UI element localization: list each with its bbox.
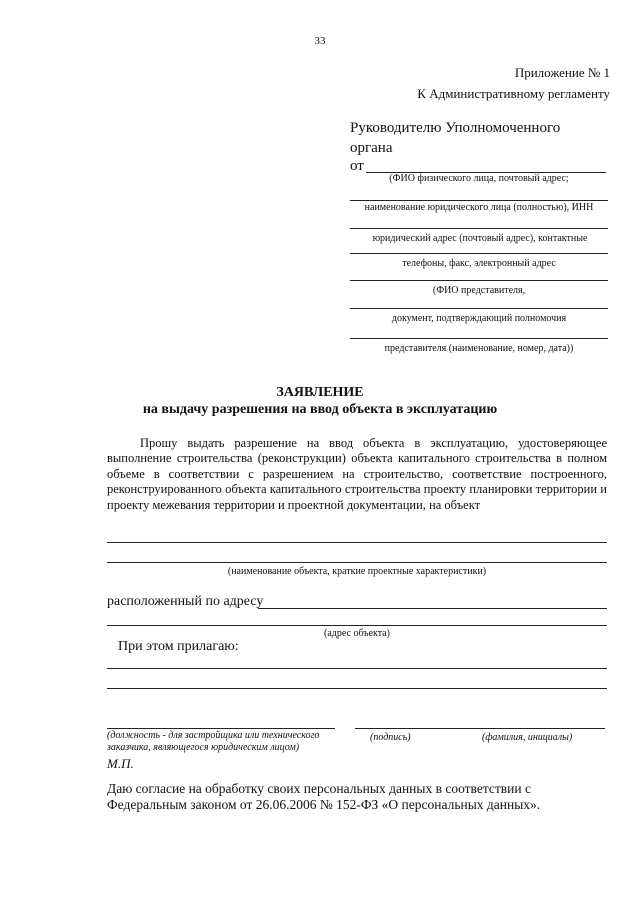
attachment-line-1	[107, 668, 607, 669]
page-number: 33	[314, 35, 326, 47]
position-caption-2: заказчика, являющегося юридическим лицом)	[107, 742, 300, 753]
stamp-label: М.П.	[107, 756, 134, 771]
document-title: ЗАЯВЛЕНИЕ	[276, 385, 364, 400]
applicant-caption-4: телефоны, факс, электронный адрес	[402, 258, 556, 269]
object-caption: (наименование объекта, краткие проектные характеристики)	[227, 566, 487, 577]
signature-line	[355, 728, 605, 729]
attachment-line-2	[107, 688, 607, 689]
position-line	[107, 728, 335, 729]
request-first-line: Прошу выдать разрешение на ввод объекта в эксплуатацию, удостоверяющее	[140, 436, 607, 450]
document-subtitle: на выдачу разрешения на ввод объекта в эксплуатацию	[142, 402, 498, 417]
representative-caption-1: (ФИО представителя,	[432, 285, 526, 296]
applicant-caption-1: (ФИО физического лица, почтовый адрес;	[389, 173, 569, 184]
regulation-reference: К Административному регламенту	[417, 86, 610, 101]
addressee-line2: органа	[350, 140, 393, 156]
request-body: выполнение строительства (реконструкции) объекта капитального строительства в полном объеме в соответствии с разрешением на строительство, соответствие построенного, реконструированного объекта капитального строительства проекту планировки территории и проекту межевания территории и проектной документации, на объект	[107, 451, 607, 512]
applicant-caption-2: наименование юридического лица (полностью), ИНН	[364, 202, 594, 213]
consent-statement: Даю согласие на обработку своих персональных данных в соответствии с Федеральным законом от 26.06.2006 № 152-ФЗ «О персональных данных».	[107, 781, 541, 812]
object-line-2	[107, 562, 607, 563]
address-caption: (адрес объекта)	[324, 628, 390, 639]
representative-line-1	[350, 280, 608, 281]
applicant-line-2	[350, 200, 608, 201]
address-label: расположенный по адресу	[107, 594, 264, 609]
appendix-label: Приложение № 1	[514, 65, 610, 80]
representative-caption-3: представителя (наименование, номер, дата))	[384, 343, 574, 354]
addressee-line1: Руководителю Уполномоченного	[350, 120, 561, 136]
representative-line-3	[350, 338, 608, 339]
representative-line-2	[350, 308, 608, 309]
signature-caption: (подпись)	[370, 732, 411, 743]
attachments-label: При этом прилагаю:	[118, 639, 239, 654]
address-line-2	[107, 625, 607, 626]
applicant-line-4	[350, 253, 608, 254]
applicant-caption-3: юридический адрес (почтовый адрес), контактные	[372, 233, 588, 244]
request-paragraph	[107, 436, 607, 513]
representative-caption-2: документ, подтверждающий полномочия	[391, 313, 567, 324]
applicant-line-3	[350, 228, 608, 229]
from-label: от	[350, 158, 364, 174]
position-caption-1: (должность - для застройщика или технического	[107, 730, 320, 741]
address-line-1	[258, 608, 607, 609]
name-caption: (фамилия, инициалы)	[482, 732, 573, 743]
object-line-1	[107, 542, 607, 543]
